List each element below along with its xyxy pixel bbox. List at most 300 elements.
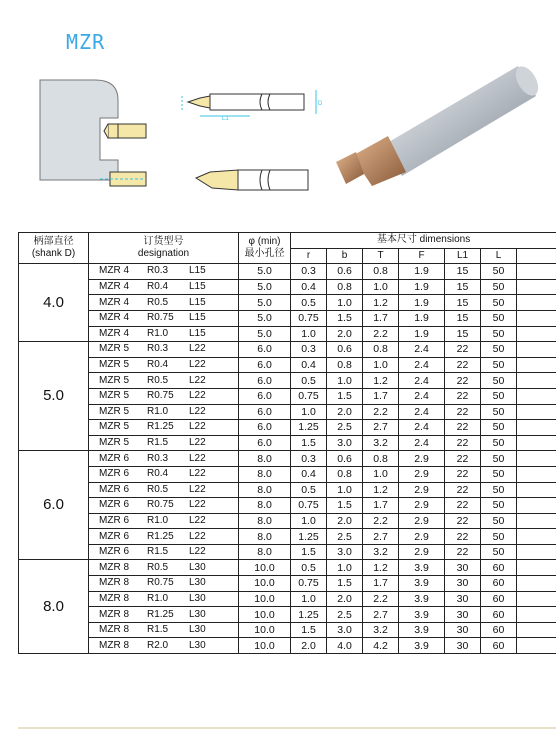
- cell-r: 0.75: [291, 576, 327, 592]
- cell-f: 3.9: [399, 591, 445, 607]
- header-l1: L1: [445, 248, 481, 264]
- cell-r: 0.4: [291, 279, 327, 295]
- cell-r: 1.25: [291, 420, 327, 436]
- cell-r: 1.25: [291, 607, 327, 623]
- cell-f: 1.9: [399, 326, 445, 342]
- designation-model: MZR 5: [99, 437, 129, 449]
- bottom-divider: [18, 727, 556, 729]
- designation-radius: R1.25: [147, 530, 174, 542]
- designation-len: L22: [189, 374, 206, 386]
- table-row: [19, 638, 556, 654]
- designation-radius: R0.75: [147, 390, 174, 402]
- cell-f: 2.9: [399, 513, 445, 529]
- cell-l: 50: [481, 529, 517, 545]
- cell-phi: 5.0: [239, 264, 291, 280]
- cell-r: 1.5: [291, 435, 327, 451]
- cell-l1: 30: [445, 591, 481, 607]
- cell-t: 0.8: [363, 342, 399, 358]
- designation-radius: R1.5: [147, 624, 169, 636]
- cell-f: 2.4: [399, 388, 445, 404]
- designation-model: MZR 8: [99, 639, 129, 651]
- cell-extra: [517, 310, 556, 326]
- designation-cell: [89, 420, 239, 436]
- designation-cell: [89, 342, 239, 358]
- cell-t: 1.2: [363, 560, 399, 576]
- cell-l1: 22: [445, 357, 481, 373]
- cell-phi: 8.0: [239, 544, 291, 560]
- designation-model: MZR 6: [99, 514, 129, 526]
- cell-phi: 8.0: [239, 466, 291, 482]
- cell-t: 1.0: [363, 466, 399, 482]
- cell-l: 50: [481, 295, 517, 311]
- designation-len: L22: [189, 452, 206, 464]
- designation-radius: R0.5: [147, 296, 169, 308]
- cell-l1: 30: [445, 576, 481, 592]
- cell-b: 2.0: [327, 513, 363, 529]
- cell-l: 60: [481, 607, 517, 623]
- designation-radius: R0.75: [147, 312, 174, 324]
- designation-radius: R1.0: [147, 327, 169, 339]
- cell-t: 2.7: [363, 529, 399, 545]
- cell-b: 0.6: [327, 451, 363, 467]
- cell-l1: 15: [445, 279, 481, 295]
- header-r: r: [291, 248, 327, 264]
- cell-l: 50: [481, 451, 517, 467]
- cell-r: 0.4: [291, 357, 327, 373]
- designation-cell: [89, 576, 239, 592]
- table-row: [19, 264, 556, 280]
- cell-f: 2.9: [399, 498, 445, 514]
- cell-l: 50: [481, 264, 517, 280]
- cell-l1: 22: [445, 513, 481, 529]
- cell-t: 2.2: [363, 513, 399, 529]
- cell-l: 50: [481, 482, 517, 498]
- designation-model: MZR 6: [99, 452, 129, 464]
- cell-l1: 15: [445, 295, 481, 311]
- cell-t: 0.8: [363, 451, 399, 467]
- cell-phi: 5.0: [239, 279, 291, 295]
- designation-cell: [89, 451, 239, 467]
- cell-phi: 10.0: [239, 607, 291, 623]
- cell-b: 3.0: [327, 544, 363, 560]
- designation-radius: R0.75: [147, 499, 174, 511]
- cell-l1: 15: [445, 326, 481, 342]
- designation-cell: [89, 498, 239, 514]
- cell-r: 0.75: [291, 388, 327, 404]
- cell-l: 50: [481, 373, 517, 389]
- designation-cell: [89, 529, 239, 545]
- designation-radius: R1.25: [147, 421, 174, 433]
- cell-t: 2.2: [363, 591, 399, 607]
- designation-cell: [89, 295, 239, 311]
- table-row: [19, 388, 556, 404]
- cell-b: 3.0: [327, 435, 363, 451]
- designation-model: MZR 8: [99, 608, 129, 620]
- cell-f: 3.9: [399, 622, 445, 638]
- cell-phi: 6.0: [239, 404, 291, 420]
- cell-l1: 22: [445, 498, 481, 514]
- cell-extra: [517, 404, 556, 420]
- table-row: [19, 435, 556, 451]
- cell-r: 1.0: [291, 404, 327, 420]
- cell-f: 2.4: [399, 342, 445, 358]
- designation-model: MZR 8: [99, 592, 129, 604]
- designation-len: L15: [189, 312, 206, 324]
- label-d: D: [318, 101, 323, 107]
- cell-l1: 22: [445, 466, 481, 482]
- cell-extra: [517, 560, 556, 576]
- designation-len: L22: [189, 405, 206, 417]
- cell-l: 50: [481, 404, 517, 420]
- table-row: [19, 544, 556, 560]
- designation-len: L30: [189, 639, 206, 651]
- shank-diameter: 4.0: [19, 264, 89, 342]
- cell-b: 1.0: [327, 373, 363, 389]
- designation-len: L15: [189, 281, 206, 293]
- designation-model: MZR 5: [99, 405, 129, 417]
- cell-l: 50: [481, 513, 517, 529]
- cell-phi: 6.0: [239, 357, 291, 373]
- designation-len: L22: [189, 546, 206, 558]
- table-row: [19, 466, 556, 482]
- table-row: [19, 279, 556, 295]
- shank-diameter: 6.0: [19, 451, 89, 560]
- designation-len: L22: [189, 421, 206, 433]
- cell-t: 1.7: [363, 498, 399, 514]
- cell-f: 2.9: [399, 482, 445, 498]
- cell-t: 3.2: [363, 544, 399, 560]
- cell-l1: 22: [445, 544, 481, 560]
- cell-r: 0.5: [291, 482, 327, 498]
- table-row: [19, 482, 556, 498]
- cell-f: 2.4: [399, 435, 445, 451]
- cell-extra: [517, 466, 556, 482]
- header-shank: 柄部直径 (shank D): [19, 233, 89, 264]
- designation-radius: R0.3: [147, 265, 169, 277]
- cell-phi: 10.0: [239, 591, 291, 607]
- designation-model: MZR 6: [99, 499, 129, 511]
- cell-phi: 8.0: [239, 482, 291, 498]
- cell-extra: [517, 622, 556, 638]
- cell-l1: 22: [445, 451, 481, 467]
- cell-l: 50: [481, 357, 517, 373]
- designation-model: MZR 8: [99, 561, 129, 573]
- cell-f: 1.9: [399, 279, 445, 295]
- cell-extra: [517, 513, 556, 529]
- cell-phi: 8.0: [239, 498, 291, 514]
- designation-model: MZR 4: [99, 281, 129, 293]
- header-designation: 订货型号 designation: [89, 233, 239, 264]
- cell-t: 1.7: [363, 388, 399, 404]
- cell-r: 0.3: [291, 342, 327, 358]
- designation-model: MZR 5: [99, 421, 129, 433]
- cell-l: 50: [481, 279, 517, 295]
- designation-radius: R0.3: [147, 452, 169, 464]
- cell-l1: 30: [445, 622, 481, 638]
- cell-extra: [517, 326, 556, 342]
- cell-phi: 6.0: [239, 420, 291, 436]
- cell-t: 1.0: [363, 357, 399, 373]
- cell-b: 1.5: [327, 498, 363, 514]
- cell-b: 2.5: [327, 607, 363, 623]
- cell-b: 0.8: [327, 466, 363, 482]
- cell-b: 2.0: [327, 404, 363, 420]
- table-row: [19, 498, 556, 514]
- designation-cell: [89, 357, 239, 373]
- technical-drawing: [0, 60, 330, 210]
- designation-len: L15: [189, 265, 206, 277]
- cell-extra: [517, 482, 556, 498]
- cell-l1: 30: [445, 638, 481, 654]
- designation-radius: R1.5: [147, 546, 169, 558]
- cell-f: 3.9: [399, 560, 445, 576]
- cell-f: 2.4: [399, 373, 445, 389]
- designation-model: MZR 4: [99, 327, 129, 339]
- cell-r: 0.5: [291, 373, 327, 389]
- cell-t: 1.7: [363, 310, 399, 326]
- cell-t: 1.2: [363, 482, 399, 498]
- designation-model: MZR 8: [99, 577, 129, 589]
- cell-l1: 30: [445, 607, 481, 623]
- cell-t: 3.2: [363, 435, 399, 451]
- cell-extra: [517, 295, 556, 311]
- cell-extra: [517, 591, 556, 607]
- designation-len: L30: [189, 592, 206, 604]
- cell-r: 0.3: [291, 451, 327, 467]
- cell-r: 0.75: [291, 310, 327, 326]
- cell-l1: 30: [445, 560, 481, 576]
- header-l: L: [481, 248, 517, 264]
- header-t: T: [363, 248, 399, 264]
- cell-extra: [517, 607, 556, 623]
- designation-cell: [89, 373, 239, 389]
- designation-model: MZR 8: [99, 624, 129, 636]
- cell-f: 2.4: [399, 357, 445, 373]
- cell-r: 0.75: [291, 498, 327, 514]
- cell-b: 1.5: [327, 576, 363, 592]
- cell-r: 1.0: [291, 513, 327, 529]
- designation-len: L22: [189, 483, 206, 495]
- cell-extra: [517, 544, 556, 560]
- designation-cell: [89, 404, 239, 420]
- cell-t: 2.2: [363, 326, 399, 342]
- cell-phi: 6.0: [239, 435, 291, 451]
- cell-extra: [517, 388, 556, 404]
- designation-radius: R1.5: [147, 437, 169, 449]
- cell-l1: 22: [445, 342, 481, 358]
- designation-len: L22: [189, 437, 206, 449]
- designation-cell: [89, 638, 239, 654]
- cell-l: 50: [481, 310, 517, 326]
- designation-model: MZR 6: [99, 546, 129, 558]
- designation-len: L30: [189, 577, 206, 589]
- cell-f: 1.9: [399, 295, 445, 311]
- cell-f: 2.9: [399, 466, 445, 482]
- designation-model: MZR 5: [99, 374, 129, 386]
- cell-b: 1.0: [327, 295, 363, 311]
- designation-len: L22: [189, 499, 206, 511]
- cell-r: 2.0: [291, 638, 327, 654]
- designation-radius: R1.0: [147, 405, 169, 417]
- cell-f: 2.9: [399, 451, 445, 467]
- cell-l: 50: [481, 544, 517, 560]
- designation-cell: [89, 466, 239, 482]
- header-b: b: [327, 248, 363, 264]
- header-dimensions: 基本尺寸 dimensions: [291, 233, 556, 249]
- cell-f: 2.9: [399, 544, 445, 560]
- cell-t: 2.2: [363, 404, 399, 420]
- table-row: [19, 451, 556, 467]
- cell-b: 4.0: [327, 638, 363, 654]
- cell-t: 1.0: [363, 279, 399, 295]
- designation-model: MZR 4: [99, 296, 129, 308]
- designation-len: L22: [189, 468, 206, 480]
- designation-radius: R0.5: [147, 561, 169, 573]
- designation-len: L22: [189, 514, 206, 526]
- cell-r: 1.5: [291, 622, 327, 638]
- cell-l1: 22: [445, 388, 481, 404]
- designation-len: L30: [189, 624, 206, 636]
- designation-cell: [89, 326, 239, 342]
- cell-phi: 6.0: [239, 388, 291, 404]
- designation-radius: R1.0: [147, 514, 169, 526]
- designation-radius: R0.4: [147, 468, 169, 480]
- cell-r: 0.5: [291, 560, 327, 576]
- designation-model: MZR 6: [99, 483, 129, 495]
- cell-f: 1.9: [399, 264, 445, 280]
- cell-phi: 5.0: [239, 326, 291, 342]
- cell-l: 60: [481, 560, 517, 576]
- designation-cell: [89, 622, 239, 638]
- cell-l1: 22: [445, 529, 481, 545]
- designation-model: MZR 4: [99, 265, 129, 277]
- cell-l1: 22: [445, 404, 481, 420]
- cell-l: 50: [481, 466, 517, 482]
- table-row: [19, 591, 556, 607]
- cell-phi: 5.0: [239, 295, 291, 311]
- table-row: [19, 529, 556, 545]
- cell-extra: [517, 529, 556, 545]
- cell-b: 1.0: [327, 482, 363, 498]
- cell-t: 0.8: [363, 264, 399, 280]
- cell-phi: 5.0: [239, 310, 291, 326]
- shank-diameter: 8.0: [19, 560, 89, 654]
- designation-radius: R1.25: [147, 608, 174, 620]
- designation-cell: [89, 435, 239, 451]
- designation-cell: [89, 264, 239, 280]
- cell-l1: 22: [445, 373, 481, 389]
- cell-b: 2.0: [327, 326, 363, 342]
- designation-len: L15: [189, 327, 206, 339]
- cell-extra: [517, 420, 556, 436]
- designation-model: MZR 6: [99, 468, 129, 480]
- header-min-bore: φ (min) 最小孔径: [239, 233, 291, 264]
- cell-r: 0.4: [291, 466, 327, 482]
- label-l1: L1: [222, 116, 229, 122]
- cell-r: 0.3: [291, 264, 327, 280]
- designation-cell: [89, 591, 239, 607]
- table-row: [19, 295, 556, 311]
- cell-l: 60: [481, 576, 517, 592]
- table-row: [19, 326, 556, 342]
- table-row: [19, 513, 556, 529]
- designation-radius: R0.5: [147, 483, 169, 495]
- cell-l: 50: [481, 435, 517, 451]
- designation-cell: [89, 279, 239, 295]
- table-row: [19, 310, 556, 326]
- table-row: [19, 622, 556, 638]
- cell-phi: 10.0: [239, 622, 291, 638]
- cell-l: 50: [481, 388, 517, 404]
- cell-l1: 22: [445, 435, 481, 451]
- cell-f: 1.9: [399, 310, 445, 326]
- cell-f: 2.4: [399, 420, 445, 436]
- table-row: [19, 576, 556, 592]
- designation-len: L15: [189, 296, 206, 308]
- cell-extra: [517, 373, 556, 389]
- designation-cell: [89, 482, 239, 498]
- cell-l: 60: [481, 622, 517, 638]
- cell-l: 60: [481, 638, 517, 654]
- designation-cell: [89, 560, 239, 576]
- header-extra: [517, 248, 556, 264]
- cell-phi: 10.0: [239, 560, 291, 576]
- cell-extra: [517, 279, 556, 295]
- cell-f: 2.4: [399, 404, 445, 420]
- cell-r: 1.5: [291, 544, 327, 560]
- table-row: [19, 560, 556, 576]
- cell-extra: [517, 576, 556, 592]
- cell-t: 3.2: [363, 622, 399, 638]
- designation-cell: [89, 388, 239, 404]
- cell-l1: 22: [445, 482, 481, 498]
- cell-t: 1.2: [363, 295, 399, 311]
- cell-b: 2.5: [327, 420, 363, 436]
- cell-l: 50: [481, 498, 517, 514]
- table-row: [19, 607, 556, 623]
- cell-r: 1.0: [291, 326, 327, 342]
- designation-radius: R0.5: [147, 374, 169, 386]
- cell-extra: [517, 498, 556, 514]
- cell-extra: [517, 451, 556, 467]
- cell-b: 2.5: [327, 529, 363, 545]
- table-row: [19, 420, 556, 436]
- designation-len: L22: [189, 390, 206, 402]
- cell-f: 2.9: [399, 529, 445, 545]
- shank-diameter: 5.0: [19, 342, 89, 451]
- cell-l1: 15: [445, 264, 481, 280]
- cell-t: 1.7: [363, 576, 399, 592]
- cell-t: 1.2: [363, 373, 399, 389]
- table-row: [19, 357, 556, 373]
- cell-b: 1.5: [327, 310, 363, 326]
- cell-r: 1.0: [291, 591, 327, 607]
- cell-extra: [517, 357, 556, 373]
- designation-model: MZR 5: [99, 390, 129, 402]
- cell-l: 50: [481, 342, 517, 358]
- cell-phi: 10.0: [239, 576, 291, 592]
- designation-radius: R2.0: [147, 639, 169, 651]
- tool-photo: [322, 36, 548, 206]
- cell-phi: 8.0: [239, 529, 291, 545]
- cell-l: 60: [481, 591, 517, 607]
- cell-phi: 8.0: [239, 451, 291, 467]
- cell-b: 0.6: [327, 264, 363, 280]
- cell-l: 50: [481, 326, 517, 342]
- page-title: MZR: [66, 30, 106, 54]
- cell-b: 0.6: [327, 342, 363, 358]
- cell-b: 1.0: [327, 560, 363, 576]
